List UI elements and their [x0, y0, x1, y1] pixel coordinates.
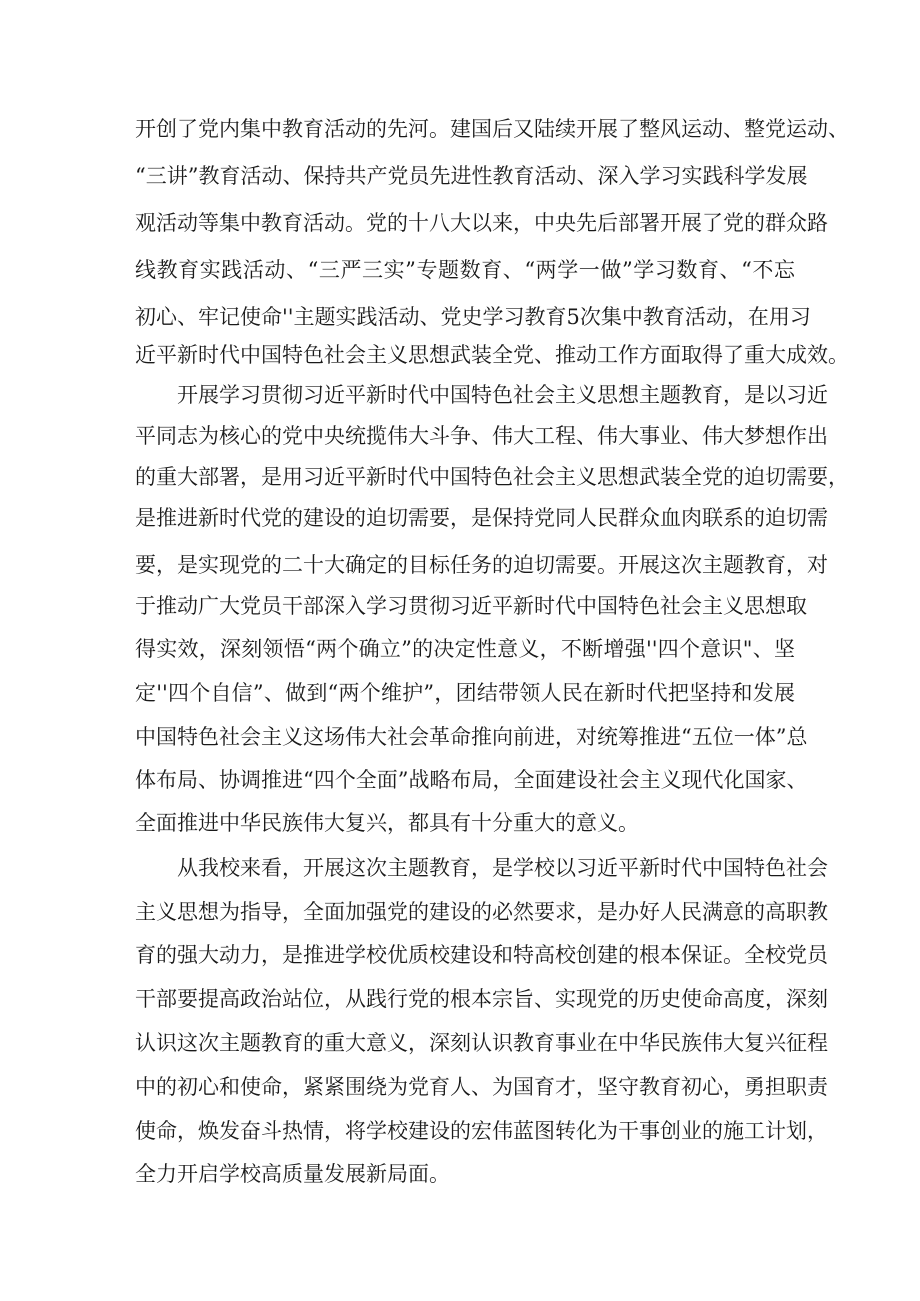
paragraph-3-line-2: 主义思想为指导，全面加强党的建设的必然要求，是办好人民满意的高职教 — [135, 900, 828, 924]
paragraph-3-line-1: 从我校来看，开展这次主题教育，是学校以习近平新时代中国特色社会 — [177, 856, 828, 880]
paragraph-3-line-3: 育的强大动力，是推进学校优质校建设和特高校创建的根本保证。全校党员 — [135, 943, 828, 967]
paragraph-2-line-1: 开展学习贯彻习近平新时代中国特色社会主义思想主题教育，是以习近 — [177, 383, 828, 407]
paragraph-1-line-1: 开创了党内集中教育活动的先河。建国后又陆续开展了整风运动、整党运动、 — [135, 117, 849, 141]
paragraph-2-line-10: 体布局、协调推进“四个全面”战略布局，全面建设社会主义现代化国家、 — [135, 768, 808, 792]
paragraph-3-line-5: 认识这次主题教育的重大意义，深刻认识教育事业在中华民族伟大复兴征程 — [135, 1031, 828, 1055]
paragraph-2-line-5: 要，是实现党的二十大确定的目标任务的迫切需要。开展这次主题教育，对 — [135, 553, 828, 577]
paragraph-3-line-7: 使命，焕发奋斗热情，将学校建设的宏伟蓝图转化为干事创业的施工计划， — [135, 1119, 828, 1143]
paragraph-2-line-7: 得实效，深刻领悟“两个确立”的决定性意义，不断增强''四个意识"、坚 — [135, 637, 795, 661]
paragraph-1-line-6: 近平新时代中国特色社会主义思想武装全党、推动工作方面取得了重大成效。 — [135, 343, 849, 367]
paragraph-2-line-6: 于推动广大党员干部深入学习贯彻习近平新时代中国特色社会主义思想取 — [135, 594, 807, 618]
paragraph-3-line-6: 中的初心和使命，紧紧围绕为党育人、为国育才，坚守教育初心，勇担职责 — [135, 1075, 828, 1099]
paragraph-1-line-2: “三讲”教育活动、保持共产党员先进性教育活动、深入学习实践科学发展 — [135, 164, 808, 188]
paragraph-2-line-2: 平同志为核心的党中央统揽伟大斗争、伟大工程、伟大事业、伟大梦想作出 — [135, 424, 828, 448]
paragraph-2-line-4: 是推进新时代党的建设的迫切需要，是保持党同人民群众血肉联系的迫切需 — [135, 506, 828, 530]
paragraph-2-line-11: 全面推进中华民族伟大复兴，都具有十分重大的意义。 — [135, 811, 639, 835]
paragraph-1-line-4: 线教育实践活动、“三严三实”专题数育、“两学一做”学习数育、“不忘 — [135, 258, 795, 282]
paragraph-2-line-8: 定''四个自信”、做到“两个维护”，团结带领人民在新时代把坚持和发展 — [135, 681, 795, 705]
paragraph-1-line-3: 观活动等集中教育活动。党的十八大以来，中央先后部署开展了党的群众路 — [135, 211, 828, 235]
paragraph-1-line-5: 初心、牢记使命''主题实践活动、党史学习教育5次集中教育活动，在用习 — [135, 305, 811, 329]
paragraph-3-line-8: 全力开启学校高质量发展新局面。 — [135, 1162, 450, 1186]
paragraph-2-line-3: 的重大部署，是用习近平新时代中国特色社会主义思想武装全党的迫切需要， — [135, 465, 849, 489]
paragraph-2-line-9: 中国特色社会主义这场伟大社会革命推向前进，对统筹推进“五位一体”总 — [135, 725, 808, 749]
paragraph-3-line-4: 干部要提高政治站位，从践行党的根本宗旨、实现党的历史使命高度，深刻 — [135, 987, 828, 1011]
